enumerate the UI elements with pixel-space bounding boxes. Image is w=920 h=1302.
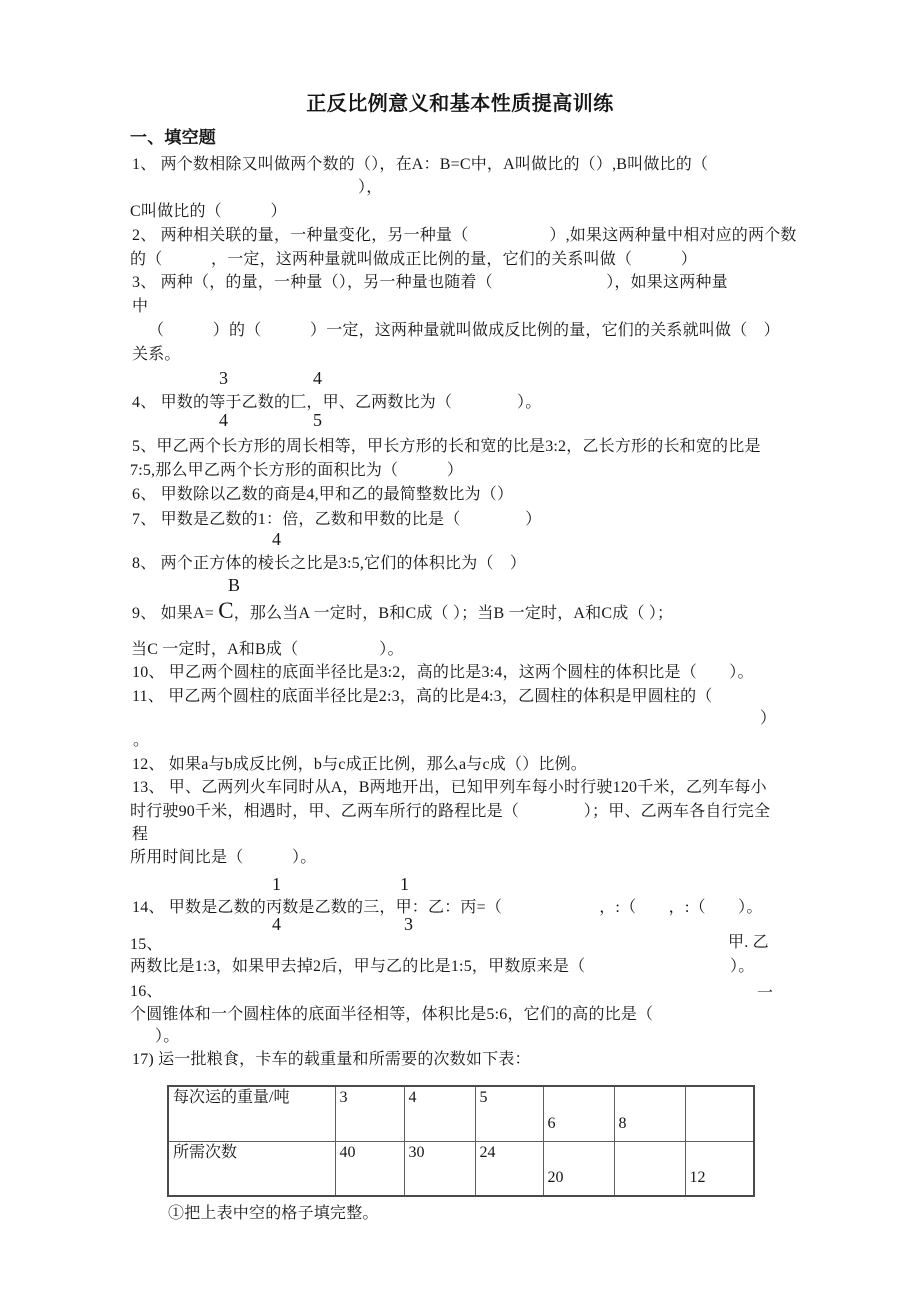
- question-11-line-1: 11、 甲乙两个圆柱的底面半径比是2:3，高的比是4:3，乙圆柱的体积是甲圆柱的（: [132, 688, 713, 705]
- question-5-line-2: 7:5,那么甲乙两个长方形的面积比为（ ）: [130, 462, 464, 479]
- page-title: 正反比例意义和基本性质提高训练: [306, 93, 614, 115]
- question-15-right-text: 甲. 乙: [728, 934, 769, 951]
- question-14-line: 14、 甲数是乙数的丙数是乙数的三，甲：乙：丙=（ ，:（ ，:（ ）。: [132, 899, 763, 916]
- question-10-line: 10、 甲乙两个圆柱的底面半径比是3:2，高的比是3:4，这两个圆柱的体积比是（ ）。: [132, 664, 754, 681]
- question-9-fraction-numerator: B: [228, 575, 241, 595]
- load-times-table: [167, 1085, 755, 1197]
- table-cell-weight-label: 每次运的重量/吨: [168, 1086, 335, 1141]
- table-cell-times-3: 24: [475, 1141, 543, 1196]
- question-14-fraction-1-denominator: 4: [272, 914, 281, 934]
- question-4-fraction-2-denominator: 5: [313, 410, 322, 430]
- question-5-line-1: 5、甲乙两个长方形的周长相等，甲长方形的长和宽的比是3:2，乙长方形的长和宽的比是: [132, 438, 761, 455]
- question-16-label: 16、: [130, 983, 163, 1000]
- footnote: ①把上表中空的格子填完整。: [168, 1205, 379, 1222]
- question-9-line-1: [132, 600, 673, 624]
- table-row-weight: [168, 1086, 754, 1141]
- question-9-prefix: 9、 如果A=: [132, 605, 219, 622]
- question-15-close-paren: ）。: [730, 958, 755, 975]
- question-17-line: 17) 运一批粮食，卡车的载重量和所需要的次数如下表：: [132, 1051, 531, 1068]
- table-cell-times-2: 30: [404, 1141, 475, 1196]
- question-16-line-2: 个圆锥体和一个圆柱体的底面半径相等，体积比是5:6，它们的高的比是（: [130, 1006, 654, 1023]
- question-13-line-2: 时行驶90千米，相遇时，甲、乙两车所行的路程比是（ ）；甲、乙两车各自行完全: [130, 803, 771, 820]
- question-4-fraction-1-denominator: 4: [219, 410, 228, 430]
- table-cell-weight-4: 6: [543, 1086, 614, 1141]
- table-row-times: [168, 1141, 754, 1196]
- question-4-line: 4、 甲数的等于乙数的匚，甲、乙两数比为（ ）。: [132, 394, 542, 411]
- question-3-line-1: 3、 两种（，的量，一种量（），另一种量也随着（ ），如果这两种量: [132, 274, 728, 291]
- question-6-line: 6、 甲数除以乙数的商是4,甲和乙的最简整数比为（）: [132, 486, 514, 503]
- question-9-line-2: 当C 一定时，A和B成（ ）。: [131, 641, 404, 658]
- question-9-suffix: ，那么当A 一定时，B和C成（ ）；当B 一定时，A和C成（ ）；: [233, 605, 674, 622]
- table-cell-times-4: 20: [543, 1141, 614, 1196]
- question-13-line-3: 程: [132, 826, 149, 843]
- question-4-fraction-1-numerator: 3: [219, 368, 228, 388]
- question-11-period: 。: [133, 732, 150, 749]
- question-16-close-paren: ）。: [155, 1028, 180, 1045]
- question-2-line-1: 2、 两种相关联的量，一种量变化，另一种量（ ）,如果这两种量中相对应的两个数: [132, 227, 797, 244]
- table-cell-times-5-blank: [614, 1141, 685, 1196]
- table-cell-weight-2: 4: [404, 1086, 475, 1141]
- question-13-line-1: 13、 甲、乙两列火车同时从A，B两地开出，已知甲列车每小时行驶120千米，乙列车每小: [132, 779, 767, 796]
- question-1-line-2: ），: [358, 179, 383, 196]
- question-1-line-3: C叫做比的（ ）: [130, 203, 287, 220]
- question-7-line: 7、 甲数是乙数的1：倍，乙数和甲数的比是（ ）: [132, 511, 542, 528]
- table-cell-times-label: 所需次数: [168, 1141, 335, 1196]
- question-12-line: 12、 如果a与b成反比例，b与c成正比例，那么a与c成（）比例。: [132, 756, 588, 773]
- question-7-fraction-denominator: 4: [272, 529, 281, 549]
- table-cell-weight-6-blank: [685, 1086, 754, 1141]
- section-heading: 一、填空题: [130, 128, 216, 147]
- question-4-fraction-2-numerator: 4: [313, 368, 322, 388]
- question-3-line-2: 中: [132, 298, 149, 315]
- question-9-fraction-denominator-large: C: [218, 598, 234, 623]
- question-14-fraction-1-numerator: 1: [272, 874, 281, 894]
- question-11-close-paren: ）: [760, 710, 777, 727]
- question-2-line-2: 的（ ，一定，这两种量就叫做成正比例的量，它们的关系叫做（ ）: [130, 251, 698, 268]
- question-16-right-text: 一: [757, 985, 774, 1002]
- table-cell-times-6: 12: [685, 1141, 754, 1196]
- question-1-line-1: 1、 两个数相除又叫做两个数的（），在A：B=C中，A叫做比的（）,B叫做比的（: [132, 156, 709, 173]
- question-13-line-4: 所用时间比是（ ）。: [130, 849, 317, 866]
- question-14-fraction-2-numerator: 1: [400, 874, 409, 894]
- question-8-line: 8、 两个正方体的棱长之比是3:5,它们的体积比为（ ）: [132, 555, 527, 572]
- question-3-line-3: （ ）的（ ）一定，这两种量就叫做成反比例的量，它们的关系就叫做（ ）: [148, 322, 780, 339]
- table-cell-weight-5: 8: [614, 1086, 685, 1141]
- question-15-label: 15、: [130, 936, 163, 953]
- table-cell-times-1: 40: [335, 1141, 404, 1196]
- table-cell-weight-1: 3: [335, 1086, 404, 1141]
- table-cell-weight-3: 5: [475, 1086, 543, 1141]
- question-3-line-4: 关系。: [132, 346, 181, 363]
- question-15-line-2: 两数比是1:3，如果甲去掉2后，甲与乙的比是1:5，甲数原来是（: [130, 958, 586, 975]
- question-14-fraction-2-denominator: 3: [404, 914, 413, 934]
